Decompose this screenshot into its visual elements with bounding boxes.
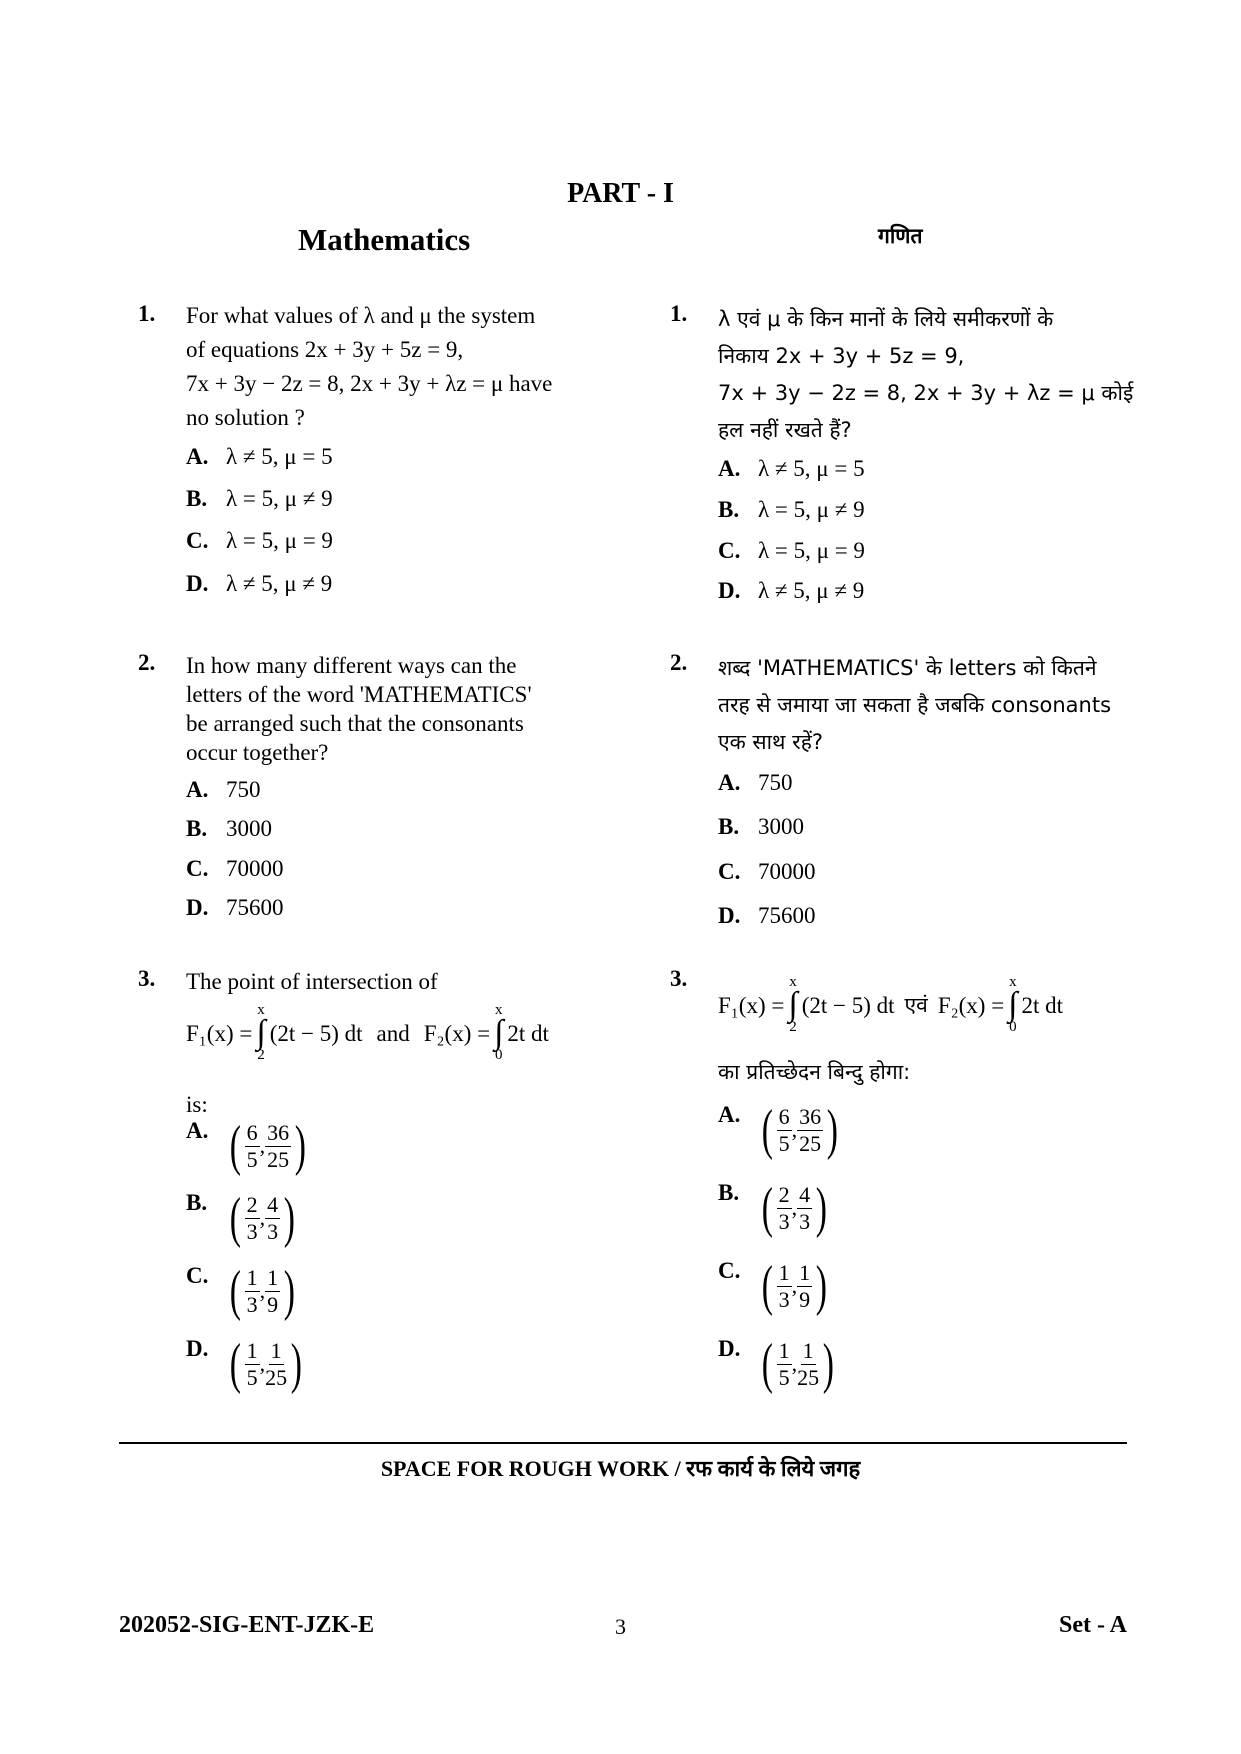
- section-title-english: Mathematics: [298, 222, 471, 257]
- question-tail: is:: [186, 1092, 208, 1117]
- question-number: 1.: [138, 301, 156, 326]
- option-a[interactable]: A. λ ≠ 5, μ = 5: [186, 444, 333, 469]
- option-d[interactable]: D. 75600: [186, 895, 284, 920]
- option-c[interactable]: C. ( $\frac{1}{3}$ , $\frac{1}{9}$ ): [186, 1260, 296, 1322]
- option-c[interactable]: C. 70000: [186, 856, 284, 881]
- question-number: 2.: [138, 650, 156, 675]
- page-number: 3: [615, 1614, 626, 1639]
- question-line: letters of the word 'MATHEMATICS': [186, 682, 532, 707]
- integral-sign: x ∫ 0: [494, 1002, 504, 1063]
- f2-label: F₂(x) =: [423, 1020, 491, 1046]
- question-text-hindi: [718, 301, 1133, 449]
- option-b[interactable]: B. 3000: [718, 814, 804, 839]
- question-line: λ एवं μ के किन मानों के लिये समीकरणों के: [718, 307, 1054, 331]
- f1-integrand: (2t − 5) dt: [269, 1020, 363, 1046]
- f2-integrand: 2t dt: [507, 1020, 549, 1046]
- option-c[interactable]: C. λ = 5, μ = 9: [718, 538, 865, 563]
- paper-code: 202052-SIG-ENT-JZK-E: [119, 1612, 375, 1638]
- option-c[interactable]: C. λ = 5, μ = 9: [186, 528, 333, 553]
- option-b[interactable]: B. ( $\frac{2}{3}$ , $\frac{4}{3}$ ): [718, 1177, 828, 1239]
- question-text: [186, 301, 552, 432]
- option-a[interactable]: A. λ ≠ 5, μ = 5: [718, 456, 865, 481]
- f2-label: F₂(x) =: [937, 992, 1005, 1018]
- option-b[interactable]: B. ( $\frac{2}{3}$ , $\frac{4}{3}$ ): [186, 1187, 296, 1249]
- integral-sign: x ∫ 2: [256, 1002, 266, 1063]
- option-a[interactable]: A. 750: [186, 777, 261, 802]
- question-line: no solution ?: [186, 405, 305, 430]
- rough-work-label: SPACE FOR ROUGH WORK / रफ कार्य के लिये जगह: [380, 1456, 861, 1481]
- question-line: हल नहीं रखते हैं?: [718, 418, 852, 442]
- and-word: एवं: [904, 992, 928, 1017]
- question-text: [186, 651, 532, 767]
- question-tail: का प्रतिच्छेदन बिन्दु होगा:: [718, 1060, 911, 1084]
- f1-integrand: (2t − 5) dt: [801, 992, 895, 1018]
- question-line: In how many different ways can the: [186, 653, 517, 678]
- section-title-hindi: गणित: [878, 224, 923, 248]
- integral-expression: [718, 975, 1063, 1035]
- question-text-hindi: [718, 650, 1111, 761]
- option-c[interactable]: C. ( $\frac{1}{3}$ , $\frac{1}{9}$ ): [718, 1255, 828, 1317]
- integral-sign: x ∫ 2: [788, 974, 798, 1035]
- integral-expression: [186, 1003, 549, 1063]
- question-intro: The point of intersection of: [186, 969, 438, 994]
- option-d[interactable]: D. 75600: [718, 903, 816, 928]
- question-number: 3.: [670, 966, 688, 991]
- option-c[interactable]: C. 70000: [718, 859, 816, 884]
- option-d[interactable]: D. λ ≠ 5, μ ≠ 9: [186, 571, 333, 596]
- option-a[interactable]: A. 750: [718, 770, 793, 795]
- question-number: 1.: [670, 301, 688, 326]
- and-word: and: [376, 1020, 410, 1046]
- f2-integrand: 2t dt: [1021, 992, 1064, 1018]
- option-b[interactable]: B. λ = 5, μ ≠ 9: [186, 486, 333, 511]
- question-line: For what values of λ and μ the system: [186, 303, 536, 328]
- part-heading: PART - I: [567, 178, 674, 209]
- question-line: निकाय 2x + 3y + 5z = 9,: [718, 344, 965, 368]
- divider-line: [119, 1442, 1127, 1444]
- option-a[interactable]: A. ( $\frac{6}{5}$ , $\frac{36}{25}$ ): [718, 1099, 839, 1161]
- integral-sign: x ∫ 0: [1008, 974, 1018, 1035]
- option-d[interactable]: D. ( $\frac{1}{5}$ , $\frac{1}{25}$ ): [718, 1333, 835, 1395]
- question-line: एक साथ रहें?: [718, 730, 824, 754]
- question-line: तरह से जमाया जा सकता है जबकि consonants: [718, 693, 1112, 717]
- option-a[interactable]: A. ( $\frac{6}{5}$ , $\frac{36}{25}$ ): [186, 1115, 307, 1177]
- option-d[interactable]: D. ( $\frac{1}{5}$ , $\frac{1}{25}$ ): [186, 1333, 303, 1395]
- question-line: 7x + 3y − 2z = 8, 2x + 3y + λz = μ have: [186, 371, 553, 396]
- question-number: 2.: [670, 650, 688, 675]
- question-line: be arranged such that the consonants: [186, 711, 524, 736]
- question-line: 7x + 3y − 2z = 8, 2x + 3y + λz = μ कोई: [718, 381, 1134, 405]
- f1-label: F₁(x) =: [718, 992, 785, 1018]
- question-line: शब्द 'MATHEMATICS' के letters को कितने: [718, 656, 1097, 680]
- option-b[interactable]: B. 3000: [186, 816, 272, 841]
- option-d[interactable]: D. λ ≠ 5, μ ≠ 9: [718, 578, 865, 603]
- question-line: occur together?: [186, 740, 329, 765]
- option-b[interactable]: B. λ = 5, μ ≠ 9: [718, 497, 865, 522]
- question-number: 3.: [138, 966, 156, 991]
- f1-label: F₁(x) =: [186, 1020, 253, 1046]
- set-label: Set - A: [1059, 1612, 1127, 1638]
- question-line: of equations 2x + 3y + 5z = 9,: [186, 337, 464, 362]
